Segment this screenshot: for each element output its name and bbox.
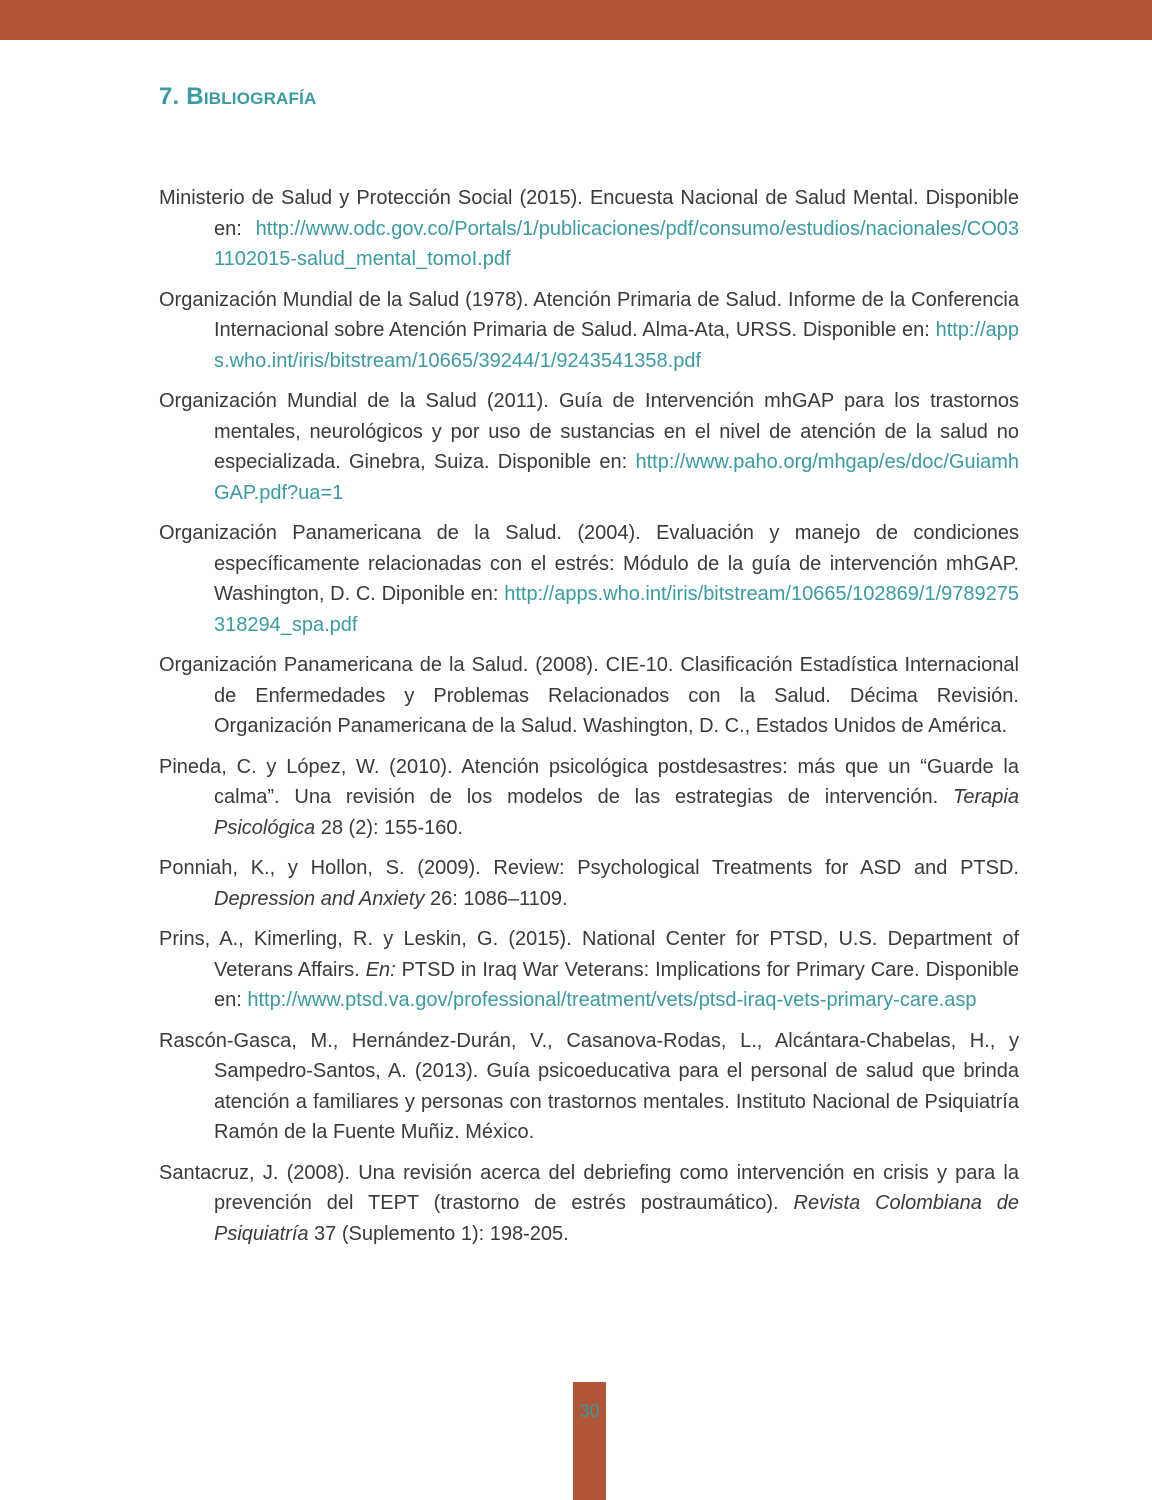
reference-journal: Revista Colombiana de Psiquiatría [214,1192,1020,1245]
reference-text: Organización Mundial de la Salud (2011). Guía de Intervención mhGAP para los trastornos mentales, neurológicos y por uso de sustancias en el nivel de atención de la salud no especializada. Ginebra, Suiza. Disponible en: [159,390,1019,473]
reference-link[interactable]: http://www.ptsd.va.gov/professional/treatment/vets/ptsd-iraq-vets-primary-care.asp [247,989,977,1011]
reference-journal: Depression and Anxiety [214,887,425,910]
reference-item [159,650,1019,742]
reference-text: Santacruz, J. (2008). Una revisión acerca del debriefing como intervención en crisis y para la prevención del TEPT (trastorno de estrés postraumático). [159,1161,1019,1214]
reference-text-after: 37 (Suplemento 1): 198-205. [308,1222,569,1245]
bibliography-list [159,183,1019,1259]
reference-text: Organización Mundial de la Salud (1978). Atención Primaria de Salud. Informe de la Conferencia Internacional sobre Atención Primaria de Salud. Alma-Ata, URSS. Disponible en: [159,288,1019,341]
reference-item [159,853,1019,914]
reference-text: Ministerio de Salud y Protección Social (2015). Encuesta Nacional de Salud Mental. Disponible en: [159,187,1019,240]
reference-text-after: 26: 1086–1109. [424,887,568,910]
reference-item [159,183,1019,275]
reference-text: Organización Panamericana de la Salud. (2004). Evaluación y manejo de condiciones específicamente relacionadas con el estrés: Módulo de la guía de intervención mhGAP. Washington, D. C. Diponible en: [159,522,1019,605]
reference-text: Rascón-Gasca, M., Hernández-Durán, V., Casanova-Rodas, L., Alcántara-Chabelas, H., y Sampedro-Santos, A. (2013). Guía psicoeducativa para el personal de salud que brinda atención a familiares y personas con trastornos mentales. Instituto Nacional de Psiquiatría Ramón de la Fuente Muñiz. México. [159,1029,1019,1143]
reference-item [159,518,1019,640]
reference-link[interactable]: http://apps.who.int/iris/bitstream/10665/39244/1/9243541358.pdf [214,319,1019,372]
section-heading: 7. Bibliografía [159,83,317,110]
reference-item [159,386,1019,508]
reference-journal: Terapia Psicológica [214,786,1019,839]
reference-text-after: PTSD in Iraq War Veterans: Implications for Primary Care. Disponible en: [214,958,1019,1011]
reference-item [159,924,1019,1016]
reference-item [159,752,1019,844]
reference-item [159,1158,1019,1250]
reference-text: Prins, A., Kimerling, R. y Leskin, G. (2015). National Center for PTSD, U.S. Department of Veterans Affairs. [159,928,1019,981]
reference-link[interactable]: http://www.paho.org/mhgap/es/doc/GuiamhGAP.pdf?ua=1 [214,451,1019,504]
reference-italic: En: [365,958,396,981]
reference-link[interactable]: http://www.odc.gov.co/Portals/1/publicaciones/pdf/consumo/estudios/nacionales/CO031102015-salud_mental_tomoI.pdf [214,217,1019,270]
reference-text: Organización Panamericana de la Salud. (2008). CIE-10. Clasificación Estadística Internacional de Enfermedades y Problemas Relacionados con la Salud. Décima Revisión. Organización Panamericana de la Salud. Washington, D. C., Estados Unidos de América. [159,654,1019,737]
reference-text: Ponniah, K., y Hollon, S. (2009). Review: Psychological Treatments for ASD and PTSD. [159,857,1019,879]
reference-item [159,285,1019,377]
page-number: 30 [579,1401,600,1421]
reference-link[interactable]: http://apps.who.int/iris/bitstream/10665/102869/1/9789275318294_spa.pdf [214,583,1019,636]
reference-text: Pineda, C. y López, W. (2010). Atención psicológica postdesastres: más que un “Guarde la calma”. Una revisión de los modelos de las estrategias de intervención. [159,755,1019,808]
top-color-band [0,0,1152,40]
reference-item [159,1026,1019,1148]
page-number-tab [573,1382,606,1500]
reference-text-after: 28 (2): 155-160. [315,816,464,839]
